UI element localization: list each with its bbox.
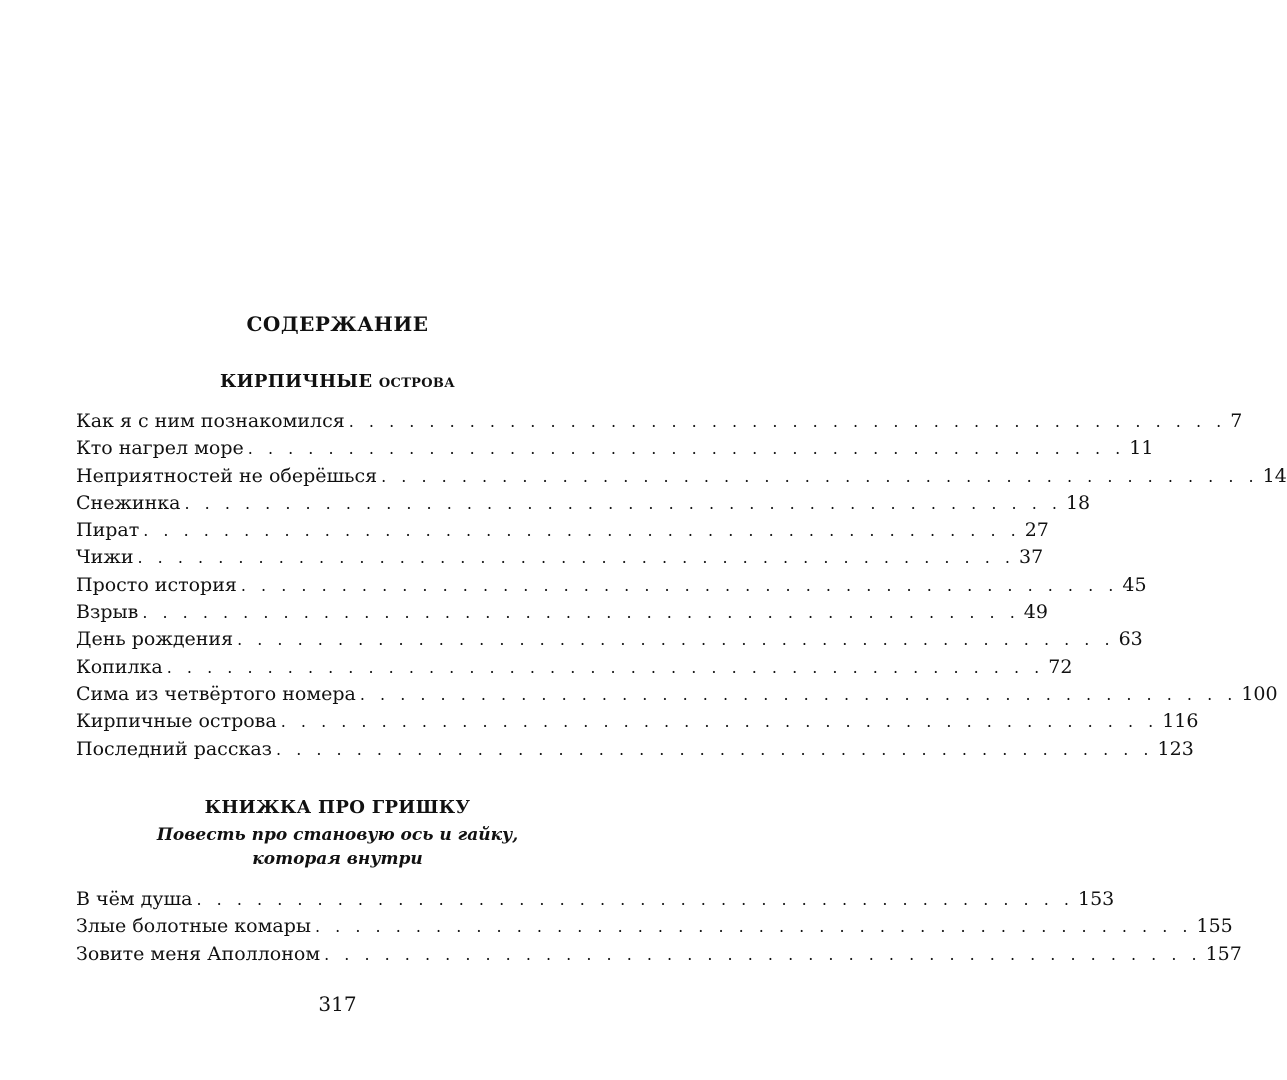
dot-leader: . . . . . . . . . . . . . . . . . . . . . . . . . . . . . . . . . . . . . . . . . . . . <box>280 712 1159 732</box>
dot-leader: . . . . . . . . . . . . . . . . . . . . . . . . . . . . . . . . . . . . . . . . . . . . <box>142 603 1020 623</box>
dot-leader: . . . . . . . . . . . . . . . . . . . . . . . . . . . . . . . . . . . . . . . . . . . . <box>137 548 1015 568</box>
toc-entry-page: 27 <box>1024 519 1049 542</box>
section-heading-main: КИРПИЧНЫЕ <box>219 371 379 392</box>
dot-leader: . . . . . . . . . . . . . . . . . . . . . . . . . . . . . . . . . . . . . . . . . . . . <box>315 917 1193 937</box>
toc-entry-title: Пират <box>76 519 140 542</box>
toc-entry-title: Кирпичные острова <box>76 710 277 733</box>
toc-entry-title: Копилка <box>76 655 163 678</box>
toc-entry-title: Снежинка <box>76 491 181 514</box>
toc-entry-page: 157 <box>1205 942 1242 965</box>
toc-entry-page: 72 <box>1048 655 1073 678</box>
dot-leader: . . . . . . . . . . . . . . . . . . . . . . . . . . . . . . . . . . . . . . . . . . . . <box>143 521 1021 541</box>
toc-entry-title: Чижи <box>76 546 134 569</box>
toc-entry[interactable] <box>76 464 1287 492</box>
dot-leader: . . . . . . . . . . . . . . . . . . . . . . . . . . . . . . . . . . . . . . . . . . . . <box>381 466 1259 486</box>
toc-entry[interactable] <box>76 942 1242 970</box>
toc-entry-page: 155 <box>1196 915 1233 938</box>
toc-entry-title: Кто нагрел море <box>76 437 244 460</box>
toc-entry[interactable] <box>76 682 1278 710</box>
toc-entry[interactable] <box>76 628 1143 655</box>
toc-entry-title: Взрыв <box>76 601 139 624</box>
dot-leader: . . . . . . . . . . . . . . . . . . . . . . . . . . . . . . . . . . . . . . . . . . . . <box>184 493 1062 513</box>
toc-entry-page: 49 <box>1023 601 1048 624</box>
toc-entry-title: Злые болотные комары <box>76 915 311 938</box>
toc-list-section-1 <box>76 410 1287 765</box>
toc-entry[interactable] <box>76 888 1115 915</box>
section-heading-knizhka-pro-grishku: КНИЖКА ПРО ГРИШКУ <box>204 797 471 818</box>
section-heading-kirpichnye-ostrova <box>0 371 675 392</box>
dot-leader: . . . . . . . . . . . . . . . . . . . . . . . . . . . . . . . . . . . . . . . . . . . . <box>359 684 1238 704</box>
toc-entry-page: 116 <box>1162 710 1199 733</box>
toc-entry-title: Сима из четвёртого номера <box>76 682 356 705</box>
toc-entry[interactable] <box>76 519 1049 546</box>
toc-entry-title: Просто история <box>76 573 237 596</box>
toc-entry[interactable] <box>76 737 1194 765</box>
toc-entry-title: День рождения <box>76 628 234 651</box>
toc-entry[interactable] <box>76 710 1199 737</box>
dot-leader: . . . . . . . . . . . . . . . . . . . . . . . . . . . . . . . . . . . . . . . . . . . . <box>196 890 1074 909</box>
section-subtitle-line-2: которая внутри <box>252 849 423 869</box>
toc-entry-title: Последний рассказ <box>76 737 273 760</box>
toc-entry-page: 7 <box>1230 410 1243 432</box>
page-number: 317 <box>318 992 357 1016</box>
toc-entry-page: 18 <box>1065 491 1091 514</box>
dot-leader: . . . . . . . . . . . . . . . . . . . . . . . . . . . . . . . . . . . . . . . . . . . . <box>166 657 1045 677</box>
toc-entry-title: Неприятностей не оберёшься <box>76 464 378 487</box>
toc-entry[interactable] <box>76 601 1048 628</box>
toc-entry[interactable] <box>76 915 1233 942</box>
contents-title: СОДЕРЖАНИЕ <box>246 312 429 336</box>
dot-leader: . . . . . . . . . . . . . . . . . . . . . . . . . . . . . . . . . . . . . . . . . . . . <box>240 575 1119 595</box>
dot-leader: . . . . . . . . . . . . . . . . . . . . . . . . . . . . . . . . . . . . . . . . . . . . <box>247 439 1126 459</box>
toc-entry-title: Зовите меня Аполлоном <box>76 942 321 965</box>
toc-entry-page: 37 <box>1018 546 1044 569</box>
toc-entry[interactable] <box>76 655 1073 683</box>
section-subtitle-line-1: Повесть про становую ось и гайку, <box>156 825 519 845</box>
toc-entry-page: 100 <box>1241 682 1278 705</box>
toc-entry[interactable] <box>76 546 1044 573</box>
toc-entry[interactable] <box>76 410 1243 437</box>
toc-entry[interactable] <box>76 573 1147 601</box>
toc-entry[interactable] <box>76 491 1091 519</box>
toc-entry-title: В чём душа <box>76 888 193 910</box>
toc-entry-page: 14 <box>1262 464 1287 487</box>
dot-leader: . . . . . . . . . . . . . . . . . . . . . . . . . . . . . . . . . . . . . . . . . . . . <box>276 739 1154 759</box>
toc-entry-page: 153 <box>1077 888 1115 910</box>
toc-list-section-2 <box>76 888 1242 970</box>
toc-entry[interactable] <box>76 437 1154 464</box>
toc-entry-page: 11 <box>1129 437 1154 460</box>
section-heading-smallcaps: острова <box>378 371 456 392</box>
toc-entry-page: 123 <box>1157 737 1194 760</box>
toc-entry-page: 45 <box>1122 573 1147 596</box>
dot-leader: . . . . . . . . . . . . . . . . . . . . . . . . . . . . . . . . . . . . . . . . . . . . <box>348 412 1227 431</box>
dot-leader: . . . . . . . . . . . . . . . . . . . . . . . . . . . . . . . . . . . . . . . . . . . . <box>237 630 1115 650</box>
toc-entry-page: 63 <box>1118 628 1143 651</box>
dot-leader: . . . . . . . . . . . . . . . . . . . . . . . . . . . . . . . . . . . . . . . . . . . . <box>324 944 1202 964</box>
toc-entry-title: Как я с ним познакомился <box>76 410 345 432</box>
